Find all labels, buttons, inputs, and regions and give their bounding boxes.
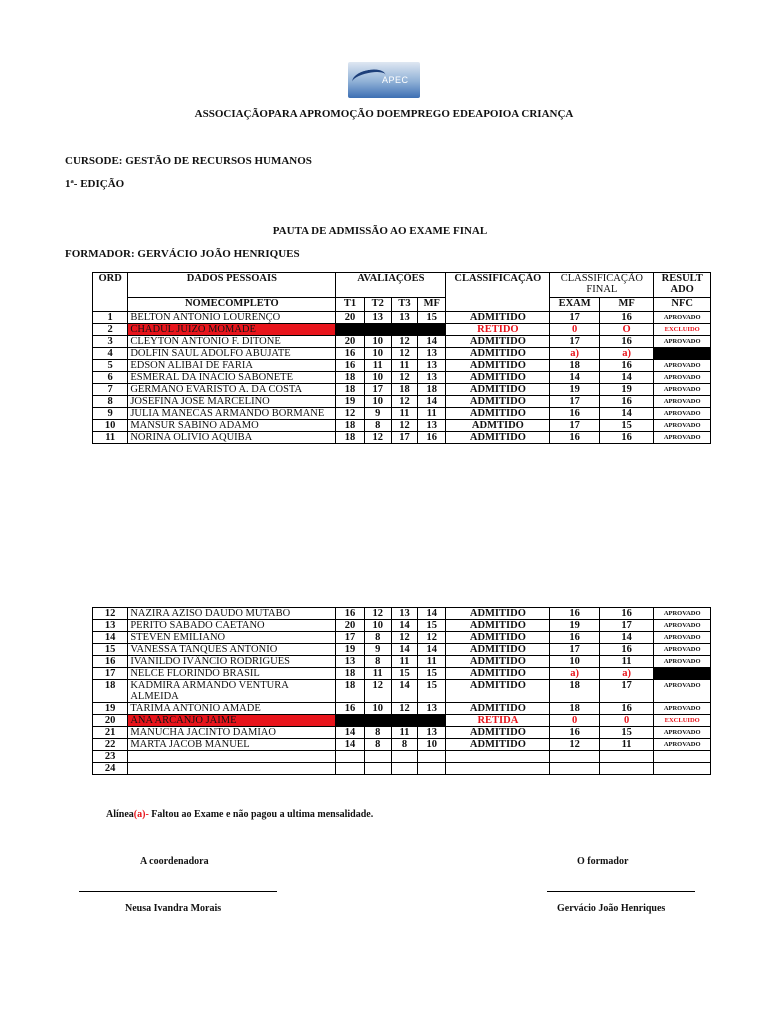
t2-header: T2 (364, 298, 391, 312)
final-mf-grade: a) (599, 348, 654, 360)
row-number: 8 (93, 396, 128, 408)
student-name: JULIA MANECAS ARMANDO BORMANE (128, 408, 336, 420)
student-name (128, 751, 336, 763)
exam-grade: 16 (550, 727, 599, 739)
t2-grade: 13 (364, 312, 391, 324)
evaluations-header: AVALIAÇÕES (336, 273, 446, 298)
t2-grade: 10 (364, 336, 391, 348)
final-mf-grade: 16 (599, 312, 654, 324)
mf-grade: 14 (418, 396, 446, 408)
final-mf-grade: 16 (599, 703, 654, 715)
table-row (93, 632, 711, 644)
final-mf-header: MF (599, 298, 654, 312)
ord-header: ORD (93, 273, 128, 312)
mf-grade: 15 (418, 680, 446, 703)
t2-grade: 8 (364, 420, 391, 432)
table-header-row (93, 273, 711, 298)
t3-grade: 13 (391, 608, 417, 620)
table-row (93, 420, 711, 432)
table-subheader-row (93, 298, 711, 312)
final-mf-grade: 16 (599, 396, 654, 408)
t1-grade (336, 751, 364, 763)
t1-grade (336, 324, 364, 336)
final-mf-grade: 15 (599, 727, 654, 739)
final-mf-grade: 14 (599, 372, 654, 384)
t1-grade: 19 (336, 396, 364, 408)
student-name: EDSON ALIBAI DE FARIA (128, 360, 336, 372)
mf-grade: 14 (418, 608, 446, 620)
personal-data-header: DADOS PESSOAIS (128, 273, 336, 298)
exam-grade: 17 (550, 644, 599, 656)
t3-grade: 12 (391, 632, 417, 644)
t2-grade: 17 (364, 384, 391, 396)
t1-header: T1 (336, 298, 364, 312)
t2-grade (364, 763, 391, 775)
course-line: CURSODE: GESTÃO DE RECURSOS HUMANOS (65, 155, 312, 167)
t3-grade: 14 (391, 680, 417, 703)
t3-grade: 12 (391, 372, 417, 384)
mf-grade: 11 (418, 408, 446, 420)
result-status: APROVADO (654, 620, 711, 632)
mf-grade: 15 (418, 620, 446, 632)
row-number: 7 (93, 384, 128, 396)
row-number: 24 (93, 763, 128, 775)
classification: ADMITIDO (446, 372, 550, 384)
mf-grade: 18 (418, 384, 446, 396)
exam-grade: 0 (550, 324, 599, 336)
row-number: 3 (93, 336, 128, 348)
t1-grade: 16 (336, 348, 364, 360)
table-row (93, 703, 711, 715)
row-number: 12 (93, 608, 128, 620)
result-status: APROVADO (654, 312, 711, 324)
t3-grade: 17 (391, 432, 417, 444)
student-name: MARTA JACOB MANUEL (128, 739, 336, 751)
t2-grade: 11 (364, 668, 391, 680)
classification: ADMITIDO (446, 644, 550, 656)
t3-grade (391, 324, 417, 336)
student-name: JOSEFINA JOSÉ MARCELINO (128, 396, 336, 408)
result-status: APROVADO (654, 384, 711, 396)
t1-grade: 20 (336, 312, 364, 324)
result-status: EXCLUIDO (654, 324, 711, 336)
student-name: PERITO SABADO CAETANO (128, 620, 336, 632)
t3-header: T3 (391, 298, 417, 312)
result-status: APROVADO (654, 739, 711, 751)
t2-grade: 9 (364, 408, 391, 420)
row-number: 13 (93, 620, 128, 632)
student-name: MANSUR SABINO ADAMO (128, 420, 336, 432)
row-number: 15 (93, 644, 128, 656)
student-name: ANA ARCANJO JAIME (128, 715, 336, 727)
student-name: NORINA OLIVIO AQUIBA (128, 432, 336, 444)
t1-grade: 13 (336, 656, 364, 668)
student-name: CHADUL JUIZO MOMADE (128, 324, 336, 336)
final-mf-grade: 11 (599, 656, 654, 668)
result-status: APROVADO (654, 360, 711, 372)
trainer-role: O formador (577, 856, 629, 867)
mf-grade: 13 (418, 348, 446, 360)
final-mf-grade: O (599, 324, 654, 336)
classification: ADMITIDO (446, 360, 550, 372)
exam-grade: 0 (550, 715, 599, 727)
row-number: 5 (93, 360, 128, 372)
table-row (93, 384, 711, 396)
trainer-signature-line (547, 891, 695, 892)
mf-grade: 14 (418, 336, 446, 348)
result-status: APROVADO (654, 727, 711, 739)
t2-grade: 10 (364, 372, 391, 384)
exam-grade: 19 (550, 620, 599, 632)
exam-grade: 18 (550, 703, 599, 715)
row-number: 18 (93, 680, 128, 703)
row-number: 4 (93, 348, 128, 360)
mf-grade (418, 751, 446, 763)
t2-grade (364, 715, 391, 727)
classification: RETIDA (446, 715, 550, 727)
exam-grade: 17 (550, 312, 599, 324)
row-number: 6 (93, 372, 128, 384)
table-row (93, 620, 711, 632)
exam-grade: 16 (550, 432, 599, 444)
t3-grade: 8 (391, 739, 417, 751)
row-number: 22 (93, 739, 128, 751)
mf-grade: 13 (418, 727, 446, 739)
classification: ADMITIDO (446, 739, 550, 751)
table-row (93, 739, 711, 751)
classification: ADMITIDO (446, 656, 550, 668)
t3-grade: 12 (391, 336, 417, 348)
classification (446, 751, 550, 763)
exam-grade: a) (550, 348, 599, 360)
grades-table-part-1 (92, 272, 711, 444)
table-row (93, 668, 711, 680)
t3-grade: 11 (391, 360, 417, 372)
mf-grade: 11 (418, 656, 446, 668)
exam-grade: 18 (550, 680, 599, 703)
table-row (93, 432, 711, 444)
trainer-name: Gervácio João Henriques (557, 903, 666, 914)
exam-grade (550, 763, 599, 775)
exam-grade: 12 (550, 739, 599, 751)
final-mf-grade: 16 (599, 644, 654, 656)
t1-grade: 20 (336, 336, 364, 348)
classification: ADMITIDO (446, 396, 550, 408)
t1-grade: 18 (336, 384, 364, 396)
classification: ADMITIDO (446, 632, 550, 644)
t2-grade: 8 (364, 656, 391, 668)
classification: ADMITIDO (446, 384, 550, 396)
row-number: 9 (93, 408, 128, 420)
exam-grade: a) (550, 668, 599, 680)
final-mf-grade: 16 (599, 432, 654, 444)
final-mf-grade: 16 (599, 336, 654, 348)
exam-grade: 10 (550, 656, 599, 668)
final-mf-grade: 17 (599, 680, 654, 703)
t2-grade: 10 (364, 348, 391, 360)
student-name: STEVEN EMILIANO (128, 632, 336, 644)
t1-grade: 17 (336, 632, 364, 644)
final-mf-grade: 14 (599, 408, 654, 420)
classification: ADMTIDO (446, 420, 550, 432)
coordinator-role: A coordenadora (140, 856, 209, 867)
exam-grade: 14 (550, 372, 599, 384)
exam-grade (550, 751, 599, 763)
t1-grade: 16 (336, 703, 364, 715)
result-status: APROVADO (654, 608, 711, 620)
table-row (93, 372, 711, 384)
t1-grade (336, 715, 364, 727)
final-mf-grade (599, 763, 654, 775)
organization-title: ASSOCIAÇÃOPARA APROMOÇÃO DOEMPREGO EDEAPOIOA CRIANÇA (194, 108, 574, 120)
t1-grade: 12 (336, 408, 364, 420)
t3-grade (391, 751, 417, 763)
result-header: RESULT ADO (654, 273, 711, 298)
t3-grade: 14 (391, 644, 417, 656)
table-row (93, 348, 711, 360)
t3-grade: 12 (391, 348, 417, 360)
classification: ADMITIDO (446, 680, 550, 703)
final-mf-grade (599, 751, 654, 763)
row-number: 2 (93, 324, 128, 336)
student-name: CLEYTON ANTÓNIO F. DITONE (128, 336, 336, 348)
t2-grade: 12 (364, 432, 391, 444)
final-mf-grade: 17 (599, 620, 654, 632)
document-title: PAUTA DE ADMISSÃO AO EXAME FINAL (272, 225, 488, 237)
logo-text: APEC (382, 75, 409, 85)
result-status: APROVADO (654, 703, 711, 715)
t3-grade (391, 763, 417, 775)
classification: ADMITIDO (446, 336, 550, 348)
exam-grade: 16 (550, 608, 599, 620)
row-number: 1 (93, 312, 128, 324)
mf-grade: 13 (418, 420, 446, 432)
mf-grade: 10 (418, 739, 446, 751)
t2-grade: 10 (364, 703, 391, 715)
trainer-line: FORMADOR: GERVÁCIO JOÃO HENRIQUES (65, 248, 300, 260)
t1-grade: 18 (336, 420, 364, 432)
student-name: TARIMA ANTÓNIO AMADE (128, 703, 336, 715)
mf-grade: 12 (418, 632, 446, 644)
mf-grade: 13 (418, 360, 446, 372)
classification: ADMITIDO (446, 703, 550, 715)
classification: ADMITIDO (446, 312, 550, 324)
mf-grade: 15 (418, 668, 446, 680)
t3-grade: 11 (391, 408, 417, 420)
table-row (93, 680, 711, 703)
student-name: ESMERAL DA INÁCIO SABONETE (128, 372, 336, 384)
t2-grade: 12 (364, 680, 391, 703)
table-row (93, 763, 711, 775)
t2-grade (364, 751, 391, 763)
final-mf-grade: 16 (599, 608, 654, 620)
t1-grade: 14 (336, 739, 364, 751)
footnote (106, 809, 373, 820)
student-name: IVANILDO IVÂNCIO RODRIGUES (128, 656, 336, 668)
result-status: APROVADO (654, 632, 711, 644)
t2-grade: 8 (364, 727, 391, 739)
classification-header: CLASSIFICAÇÃO (446, 273, 550, 312)
classification: RETIDO (446, 324, 550, 336)
student-name (128, 763, 336, 775)
result-status: APROVADO (654, 372, 711, 384)
student-name: BELTON ANTÓNIO LOURENÇO (128, 312, 336, 324)
final-classification-header: CLASSIFICAÇÃO FINAL (550, 273, 654, 298)
t1-grade: 20 (336, 620, 364, 632)
t1-grade: 18 (336, 372, 364, 384)
edition-line: 1ª- EDIÇÃO (65, 178, 125, 190)
row-number: 19 (93, 703, 128, 715)
t1-grade: 18 (336, 432, 364, 444)
final-mf-grade: 14 (599, 632, 654, 644)
final-mf-grade: 0 (599, 715, 654, 727)
exam-grade: 17 (550, 420, 599, 432)
final-mf-grade: 11 (599, 739, 654, 751)
table-row (93, 656, 711, 668)
full-name-header: NOMECOMPLETO (128, 298, 336, 312)
final-mf-grade: 19 (599, 384, 654, 396)
table-row (93, 312, 711, 324)
result-status (654, 668, 711, 680)
grades-table-part-2 (92, 607, 711, 775)
row-number: 10 (93, 420, 128, 432)
final-mf-grade: 16 (599, 360, 654, 372)
table-row (93, 751, 711, 763)
result-status: EXCLUIDO (654, 715, 711, 727)
exam-grade: 17 (550, 396, 599, 408)
result-status (654, 763, 711, 775)
mf-grade: 13 (418, 703, 446, 715)
t3-grade: 12 (391, 420, 417, 432)
table-row (93, 608, 711, 620)
t1-grade: 16 (336, 608, 364, 620)
result-status: APROVADO (654, 680, 711, 703)
student-name: DOLFIN SAUL ADOLFO ABUJATE (128, 348, 336, 360)
classification: ADMITIDO (446, 608, 550, 620)
t2-grade: 10 (364, 396, 391, 408)
table-row (93, 727, 711, 739)
result-status: APROVADO (654, 656, 711, 668)
t1-grade: 19 (336, 644, 364, 656)
t3-grade: 14 (391, 620, 417, 632)
t2-grade: 9 (364, 644, 391, 656)
mf-grade (418, 324, 446, 336)
result-status: APROVADO (654, 420, 711, 432)
t2-grade: 8 (364, 632, 391, 644)
mf-grade (418, 715, 446, 727)
exam-grade: 16 (550, 408, 599, 420)
table-row (93, 408, 711, 420)
result-status: APROVADO (654, 408, 711, 420)
mf-grade: 13 (418, 372, 446, 384)
result-status (654, 348, 711, 360)
table-row (93, 324, 711, 336)
classification: ADMITIDO (446, 620, 550, 632)
exam-grade: 16 (550, 632, 599, 644)
result-status: APROVADO (654, 432, 711, 444)
t2-grade: 11 (364, 360, 391, 372)
student-name: KADMIRA ARMANDO VENTURA ALMEIDA (128, 680, 336, 703)
row-number: 20 (93, 715, 128, 727)
t3-grade: 13 (391, 312, 417, 324)
t3-grade (391, 715, 417, 727)
student-name: GERMANO EVARISTO A. DA COSTA (128, 384, 336, 396)
mf-grade: 16 (418, 432, 446, 444)
mf-header: MF (418, 298, 446, 312)
t3-grade: 12 (391, 703, 417, 715)
student-name: MANUCHA JACINTO DAMIAO (128, 727, 336, 739)
final-mf-grade: 15 (599, 420, 654, 432)
row-number: 23 (93, 751, 128, 763)
exam-header: EXAM (550, 298, 599, 312)
coordinator-signature-line (79, 891, 277, 892)
coordinator-name: Neusa Ivandra Morais (125, 903, 222, 914)
t2-grade: 8 (364, 739, 391, 751)
result-status: APROVADO (654, 644, 711, 656)
row-number: 16 (93, 656, 128, 668)
exam-grade: 17 (550, 336, 599, 348)
mf-grade: 15 (418, 312, 446, 324)
t1-grade: 16 (336, 360, 364, 372)
exam-grade: 19 (550, 384, 599, 396)
classification: ADMITIDO (446, 348, 550, 360)
exam-grade: 18 (550, 360, 599, 372)
apec-logo (348, 62, 420, 98)
t3-grade: 15 (391, 668, 417, 680)
mf-grade: 14 (418, 644, 446, 656)
classification (446, 763, 550, 775)
result-status: APROVADO (654, 336, 711, 348)
classification: ADMITIDO (446, 408, 550, 420)
student-name: NAZIRA AZISO DAUDO MUTABO (128, 608, 336, 620)
classification: ADMITIDO (446, 668, 550, 680)
row-number: 11 (93, 432, 128, 444)
table-row (93, 336, 711, 348)
footnote-text: Faltou ao Exame e não pagou a ultima mensalidade. (148, 809, 374, 820)
table-row (93, 360, 711, 372)
t3-grade: 12 (391, 396, 417, 408)
nfc-header: NFC (654, 298, 711, 312)
table-row (93, 715, 711, 727)
t2-grade: 12 (364, 608, 391, 620)
t3-grade: 11 (391, 656, 417, 668)
footnote-prefix: Alínea (106, 809, 134, 820)
student-name: VANESSA TANQUES ANTÓNIO (128, 644, 336, 656)
t1-grade: 18 (336, 668, 364, 680)
t3-grade: 18 (391, 384, 417, 396)
result-status (654, 751, 711, 763)
t2-grade (364, 324, 391, 336)
classification: ADMITIDO (446, 727, 550, 739)
result-status: APROVADO (654, 396, 711, 408)
student-name: NELCE FLORINDO BRASIL (128, 668, 336, 680)
mf-grade (418, 763, 446, 775)
row-number: 14 (93, 632, 128, 644)
t2-grade: 10 (364, 620, 391, 632)
final-mf-grade: a) (599, 668, 654, 680)
footnote-marker: (a)- (133, 809, 149, 820)
table-row (93, 644, 711, 656)
t3-grade: 11 (391, 727, 417, 739)
t1-grade: 18 (336, 680, 364, 703)
t1-grade (336, 763, 364, 775)
classification: ADMITIDO (446, 432, 550, 444)
row-number: 21 (93, 727, 128, 739)
t1-grade: 14 (336, 727, 364, 739)
table-row (93, 396, 711, 408)
row-number: 17 (93, 668, 128, 680)
